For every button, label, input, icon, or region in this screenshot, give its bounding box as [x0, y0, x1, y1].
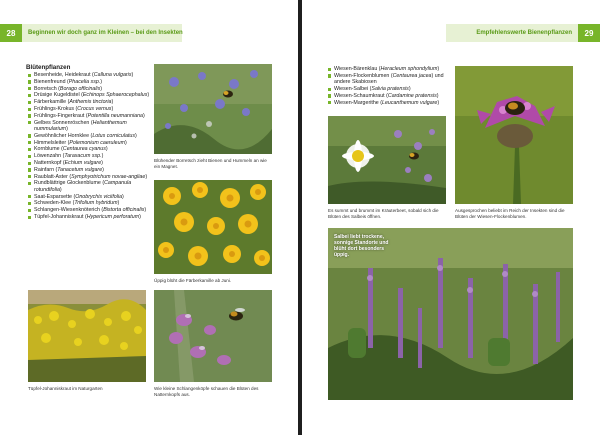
plant-latin-name: Calluna vulgaris [93, 72, 132, 78]
chamomile-photo [154, 180, 272, 274]
plant-common-name: Gewöhnlicher Hornklee [34, 132, 90, 139]
plant-common-name: Borretsch [34, 85, 57, 92]
plant-latin-name: Hypericum perforatum [86, 213, 140, 220]
running-head-right: Empfehlenswerte Bienenpflanzen [446, 24, 578, 42]
plant-list-item: Frühlings-Fingerkraut (Potentilla neumanniana) [28, 113, 150, 119]
plant-list-item: Wiesen-Salbei (Salvia pratensis) [328, 86, 450, 92]
plant-common-name: Kornblume [34, 146, 60, 153]
plant-common-name: Tüpfel-Johanniskraut [34, 213, 84, 220]
plant-latin-name: Potentilla neumanniana [87, 112, 143, 119]
plant-latin-name: Taraxacum ssp. [64, 153, 102, 160]
plant-list-item: Besenheide, Heidekraut (Calluna vulgaris) [28, 72, 150, 78]
plant-common-name: Wiesen-Bärenklau [334, 66, 378, 72]
plant-latin-name: Echium vulgare [64, 159, 102, 166]
caption-chamomile: Üppig blüht die Färberkamille ab Juni. [154, 278, 232, 283]
plant-common-name: Wiesen-Margerithe [334, 99, 379, 106]
knapweed-photo [455, 66, 573, 204]
plant-list-item: Färberkamille (Anthemis tinctoria) [28, 99, 150, 105]
plant-latin-name: Onobrychis viciifolia [75, 193, 123, 200]
plant-list-item: Bienenfreund (Phacelia ssp.) [28, 79, 150, 85]
plant-common-name: Bienenfreund [34, 78, 66, 85]
hypericum-photo [28, 290, 146, 382]
plant-latin-name: Cardamine pratensis [387, 92, 437, 99]
plant-latin-name: Crocus vernus [77, 105, 112, 112]
plant-common-name: Rainfarn [34, 166, 55, 173]
plant-latin-name: Salvia pratensis [371, 86, 409, 92]
running-head-left: Beginnen wir doch ganz im Kleinen – bei den Insekten [22, 24, 182, 42]
plant-list-item: Schlangen-Wiesenknöterich (Bistorta officinalis) [28, 207, 150, 213]
plant-latin-name: Helianthemum nummularium [34, 119, 127, 132]
plant-common-name: Wiesen-Schaumkraut [334, 92, 385, 99]
plant-common-name: Raublatt-Aster [34, 173, 68, 180]
plant-list-item: Tüpfel-Johanniskraut (Hypericum perforatum) [28, 214, 150, 220]
plant-latin-name: Lotus corniculatus [92, 132, 136, 139]
caption-knapweed: Ausgesprochen beliebt im Reich der Insekten sind die Blüten der Wiesen-Flockenblumen. [455, 208, 565, 219]
plant-latin-name: Borago officinalis [59, 85, 101, 92]
plant-list-right [328, 66, 450, 106]
plant-list-item: Himmelsleiter (Polemonium caeruleum) [28, 140, 150, 146]
plant-latin-name: Phacelia ssp. [68, 78, 101, 85]
plant-latin-name: Trifolium hybridum [74, 200, 118, 207]
plant-latin-name: Echinops Sphaerocephalus [82, 92, 148, 99]
plant-list-item: Gelbes Sonnenröschen (Helianthemum nummularium) [28, 120, 150, 133]
plant-list-item: Schweden-Klee (Trifolium hybridum) [28, 200, 150, 206]
plant-latin-name: Polemonium caeruleum [69, 139, 125, 146]
plant-latin-name: Centaurea cyanus [62, 146, 106, 153]
plant-common-name: Schweden-Klee [34, 200, 72, 207]
plant-latin-name: Heracleum sphondylium [380, 66, 438, 72]
caption-borage: Blühender Borretsch zieht Bienen und Hummeln an wie ein Magnet. [154, 158, 267, 169]
plant-common-name: Frühlings-Fingerkraut [34, 112, 85, 119]
caption-echium: Wie kleine Schlangenköpfe schauen die Blüten des Natternkopfs aus. [154, 386, 259, 397]
plant-suffix: und andere Skabiosen [334, 72, 444, 86]
plant-latin-name: Anthemis tinctoria [69, 99, 112, 106]
plant-common-name: Löwenzahn [34, 153, 62, 160]
plant-list-item: Rainfarn (Tanacetum vulgare) [28, 167, 150, 173]
salvia-overlay-caption: Salbei liebt trockene, sonnige Standorte und blüht dort besonders üppig. [334, 234, 389, 258]
plant-latin-name: Symphyotrichum novae-angliae [71, 173, 146, 180]
left-page [0, 0, 298, 435]
plant-list-item: Wiesen-Schaumkraut (Cardamine pratensis) [328, 93, 450, 99]
plant-list-item: Gewöhnlicher Hornklee (Lotus corniculatus) [28, 133, 150, 139]
plant-common-name: Wiesen-Salbei [334, 86, 369, 92]
page-number-left: 28 [0, 24, 22, 42]
plant-common-name: Rundblättrige Glockenblume [34, 180, 101, 187]
caption-hypericum: Tüpfel-Johanniskraut im Naturgarten [28, 386, 103, 391]
plant-list-item: Saat-Esparsette (Onobrychis viciifolia) [28, 194, 150, 200]
borage-photo [154, 64, 272, 154]
plant-common-name: Saat-Esparsette [34, 193, 72, 200]
plant-list-item: Rundblättrige Glockenblume (Campanula rotundifolia) [28, 180, 150, 193]
plant-common-name: Natternkopf [34, 159, 62, 166]
plant-common-name: Gelbes Sonnenröschen [34, 119, 90, 126]
left-header [0, 24, 182, 42]
plant-list-item: Drüsige Kugeldistel (Echinops Sphaerocephalus) [28, 92, 150, 98]
plant-list-item: Wiesen-Margerithe (Leucanthemum vulgare) [328, 100, 450, 106]
plant-list-item: Wiesen-Flockenblumen (Centaurea jacea) und andere Skabiosen [328, 73, 450, 86]
plant-common-name: Himmelsleiter [34, 139, 67, 146]
plant-list-item: Frühlings-Krokus (Crocus vernus) [28, 106, 150, 112]
echium-photo [154, 290, 272, 382]
plant-common-name: Schlangen-Wiesenknöterich [34, 207, 100, 214]
plant-latin-name: Campanula rotundifolia [34, 180, 132, 193]
plant-list-item: Natternkopf (Echium vulgare) [28, 160, 150, 166]
plant-common-name: Färberkamille [34, 99, 67, 106]
plant-list-item: Borretsch (Borago officinalis) [28, 86, 150, 92]
plant-latin-name: Bistorta officinalis [103, 207, 145, 214]
plant-common-name: Besenheide, Heidekraut [34, 72, 91, 78]
list-title: Blütenpflanzen [26, 64, 71, 71]
plant-latin-name: Leucanthemum vulgare [382, 99, 438, 106]
plant-list-item: Wiesen-Bärenklau (Heracleum sphondylium) [328, 66, 450, 72]
plant-list-item: Raublatt-Aster (Symphyotrichum novae-angliae) [28, 174, 150, 180]
right-header [446, 24, 600, 42]
plant-common-name: Drüsige Kugeldistel [34, 92, 80, 99]
plant-list-left [28, 72, 150, 221]
plant-list-item: Kornblume (Centaurea cyanus) [28, 146, 150, 152]
plant-latin-name: Tanacetum vulgare [57, 166, 103, 173]
plant-common-name: Frühlings-Krokus [34, 105, 75, 112]
plant-common-name: Wiesen-Flockenblumen [334, 72, 390, 79]
caption-daisy: Es summt und brummt im Kräuterbeet, sobald sich die Blüten des Salbeis öffnen. [328, 208, 439, 219]
plant-list-item: Löwenzahn (Taraxacum ssp.) [28, 153, 150, 159]
daisy-photo [328, 116, 446, 204]
plant-latin-name: Centaurea jacea [392, 72, 432, 79]
page-number-right: 29 [578, 24, 600, 42]
